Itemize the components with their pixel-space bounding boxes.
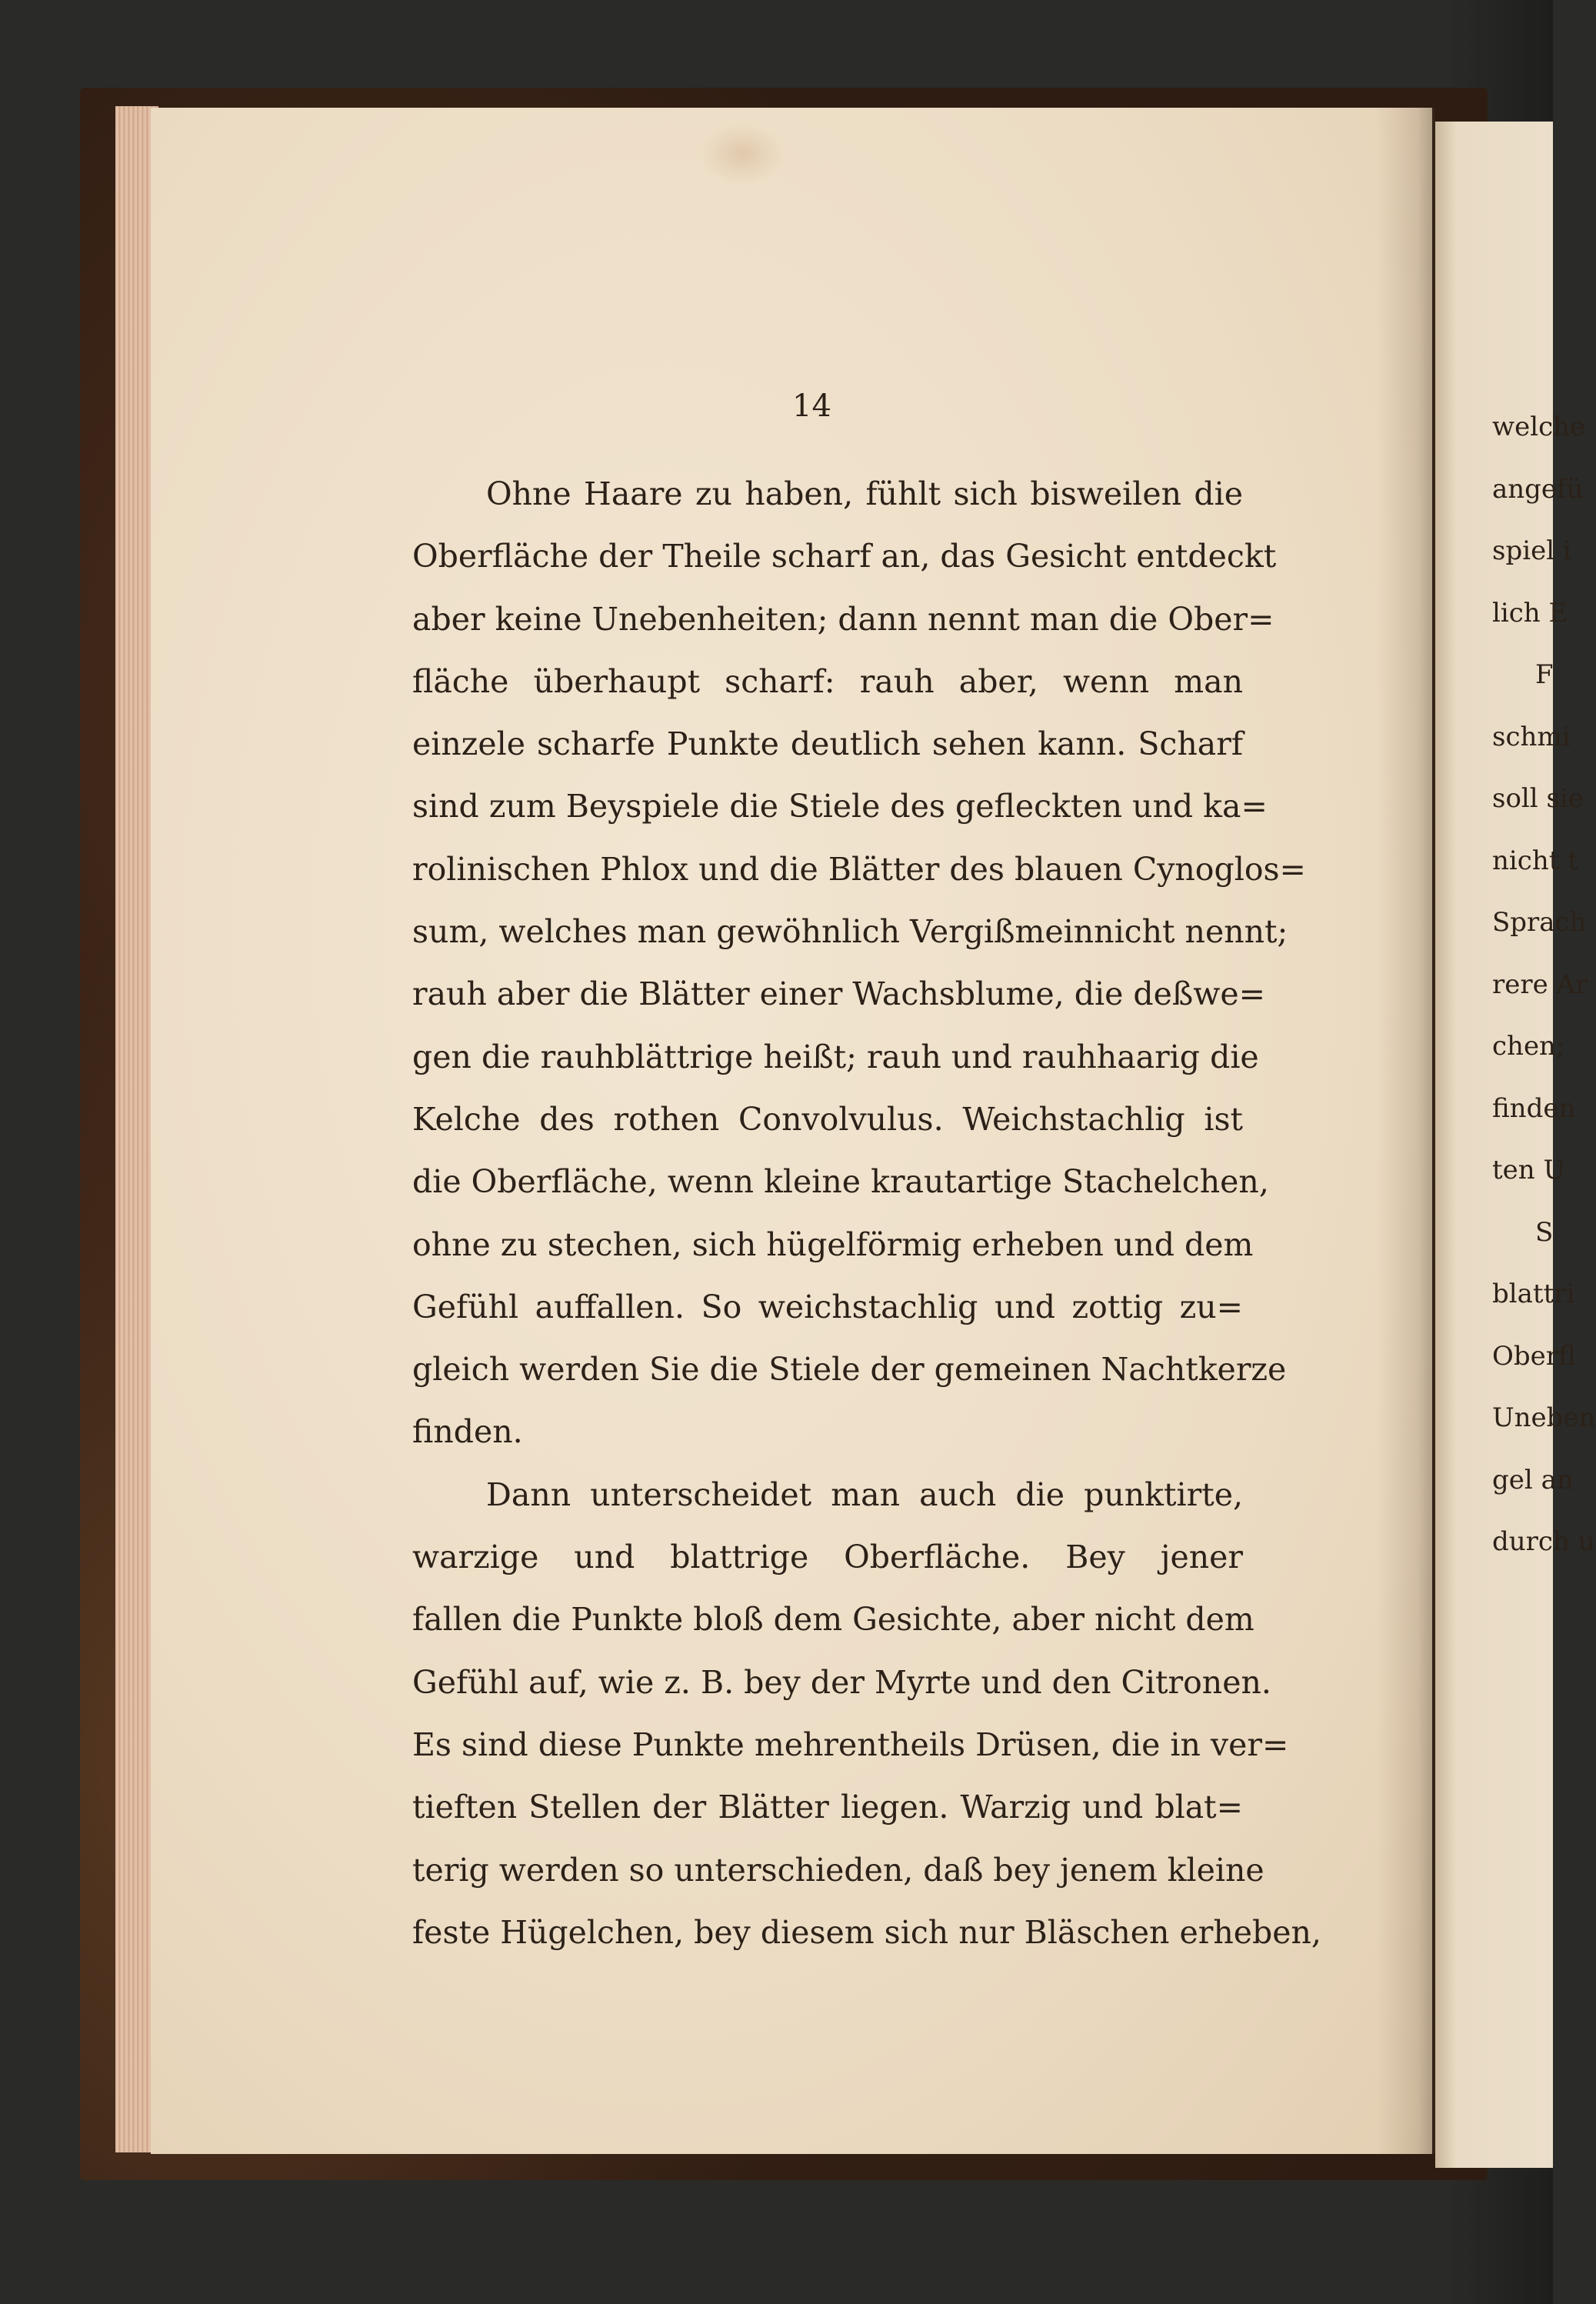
page-number: 14	[792, 388, 831, 424]
text-line: Gefühl auf, wie z. B. bey der Myrte und den Citronen.	[412, 1663, 1271, 1701]
right-text-fragment: schmi	[1492, 721, 1571, 752]
right-text-fragment: F	[1535, 659, 1554, 690]
page-stain	[700, 123, 785, 185]
text-line: fläche überhaupt scharf: rauh aber, wenn man	[412, 662, 1243, 700]
right-text-fragment: finden	[1492, 1092, 1576, 1124]
text-line: Oberfläche der Theile scharf an, das Gesicht entdeckt	[412, 538, 1277, 575]
text-line: rauh aber die Blätter einer Wachsblume, die deßwe=	[412, 975, 1266, 1013]
text-line: fallen die Punkte bloß dem Gesichte, aber nicht dem	[412, 1601, 1254, 1639]
text-line: feste Hügelchen, bey diesem sich nur Bläschen erheben,	[412, 1913, 1321, 1951]
text-line: Dann unterscheidet man auch die punktirte,	[486, 1475, 1243, 1513]
right-text-fragment: rere Ar	[1492, 969, 1588, 1000]
right-text-fragment: Oberfl	[1492, 1340, 1576, 1372]
text-line: tieften Stellen der Blätter liegen. Warzig und blat=	[412, 1789, 1243, 1826]
right-text-fragment: Sprach	[1492, 907, 1587, 938]
right-text-fragment: ten U	[1492, 1155, 1566, 1185]
text-line: Gefühl auffallen. So weichstachlig und zottig zu=	[412, 1288, 1243, 1325]
text-line: einzele scharfe Punkte deutlich sehen kann. Scharf	[412, 725, 1243, 763]
book-gutter	[1377, 108, 1435, 2154]
right-text-fragment: chen;	[1492, 1031, 1565, 1062]
text-line: Kelche des rothen Convolvulus. Weichstachlig ist	[412, 1100, 1243, 1138]
text-line: finden.	[412, 1413, 523, 1451]
text-line: gleich werden Sie die Stiele der gemeinen Nachtkerze	[412, 1351, 1287, 1389]
text-line: warzige und blattrige Oberfläche. Bey jener	[412, 1539, 1243, 1576]
text-line: gen die rauhblättrige heißt; rauh und rauhhaarig die	[412, 1038, 1259, 1075]
right-text-fragment: S	[1535, 1216, 1554, 1248]
text-line: Es sind diese Punkte mehrentheils Drüsen, die in ver=	[412, 1725, 1289, 1763]
right-text-fragment: welche	[1492, 412, 1586, 442]
text-line: rolinischen Phlox und die Blätter des blauen Cynoglos=	[412, 850, 1306, 888]
right-text-fragment: gel an	[1492, 1464, 1574, 1495]
text-line: terig werden so unterschieden, daß bey jenem kleine	[412, 1851, 1264, 1889]
right-text-fragment: nicht t	[1492, 845, 1578, 876]
text-line: sum, welches man gewöhnlich Vergißmeinnicht nennt;	[412, 913, 1288, 951]
right-text-fragment: soll sie	[1492, 783, 1584, 814]
right-text-fragment: spiel i	[1492, 535, 1571, 566]
text-line: aber keine Unebenheiten; dann nennt man die Ober=	[412, 600, 1274, 638]
right-text-fragment: Uneben	[1492, 1402, 1596, 1433]
main-text-block	[412, 463, 1321, 1964]
right-text-fragment: blattri	[1492, 1279, 1575, 1309]
text-line: die Oberfläche, wenn kleine krautartige Stachelchen,	[412, 1163, 1269, 1201]
text-line: ohne zu stechen, sich hügelförmig erheben und dem	[412, 1225, 1254, 1263]
right-text-fragment: durch u	[1492, 1526, 1595, 1557]
right-text-fragment: angefü	[1492, 473, 1584, 505]
right-text-fragment: lich E	[1492, 597, 1568, 629]
text-line: Ohne Haare zu haben, fühlt sich bisweilen die	[486, 475, 1243, 512]
text-line: sind zum Beyspiele die Stiele des gefleckten und ka=	[412, 788, 1268, 825]
right-page-text	[1492, 396, 1596, 1573]
